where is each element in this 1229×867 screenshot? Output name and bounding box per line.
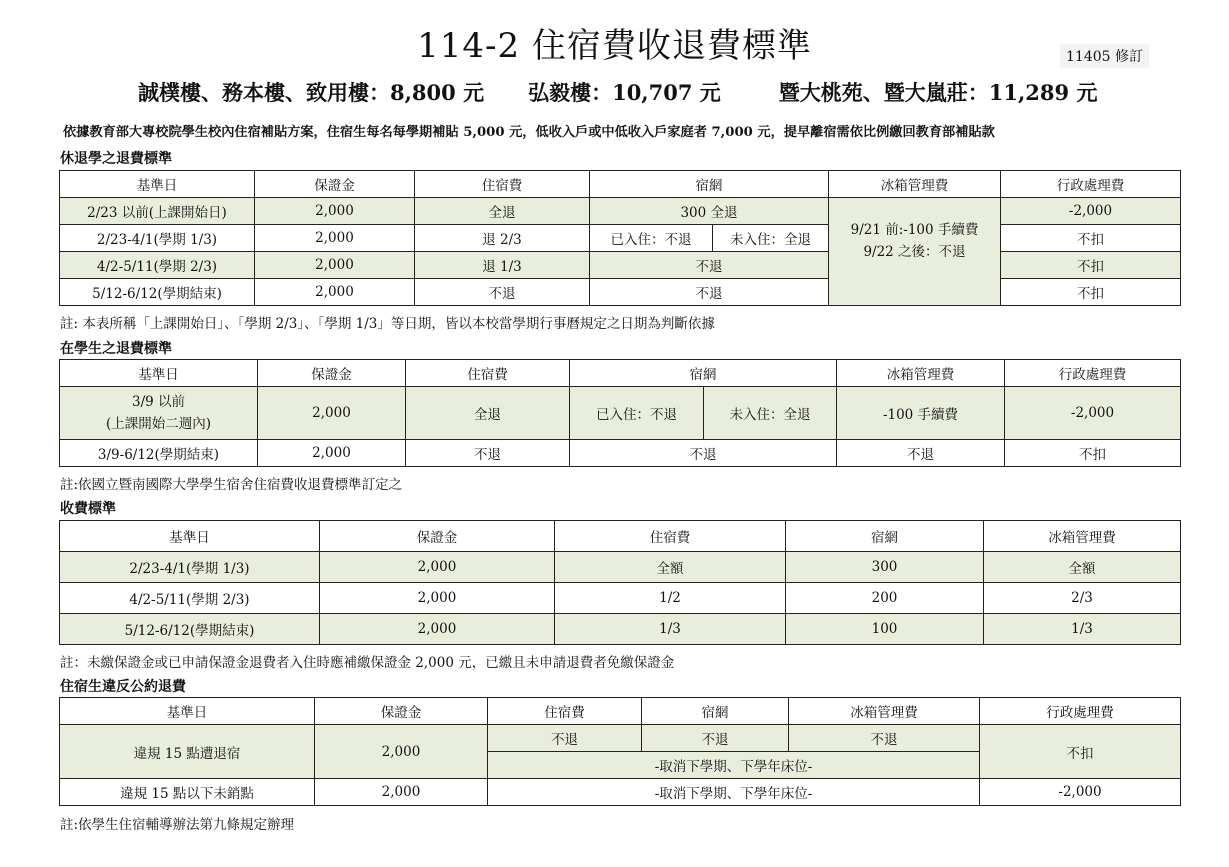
header-fridge: 冰箱管理費: [837, 360, 1005, 387]
table-row: [60, 583, 1181, 614]
fridge-rule-before: 9/21 前:-100 手續費: [850, 221, 979, 238]
header-admin: 行政處理費: [980, 698, 1181, 725]
table-row: [60, 779, 1181, 806]
table-row: [60, 614, 1181, 645]
header-network: 宿網: [642, 698, 789, 725]
violation-refund-table: [59, 697, 1181, 806]
header-network: 宿網: [786, 521, 984, 552]
subsidy-notice: 依據教育部大專校院學生校內住宿補貼方案，住宿生每名每學期補貼 5,000 元，低收入戶或中低收入戶家庭者 7,000 元，提早離宿需依比例繳回教育部補貼款: [63, 125, 995, 140]
header-date: 基準日: [60, 360, 258, 387]
cell-fee: 1/2: [555, 583, 786, 614]
cell-date: 4/2-5/11(學期 2/3): [60, 252, 255, 279]
cell-fridge-merged: [829, 198, 1001, 306]
table-row: [60, 198, 1181, 225]
cell-fridge: 1/3: [984, 614, 1181, 645]
cell-fee: 不退: [406, 440, 570, 467]
withdraw-refund-table: [59, 170, 1181, 306]
violation-note: 註:依學生住宿輔導辦法第九條規定辦理: [60, 817, 295, 833]
cell-network: 不退: [570, 440, 837, 467]
header-deposit: 保證金: [255, 171, 415, 198]
cell-date: 違規 15 點遭退宿: [60, 725, 315, 779]
price-line: [138, 77, 1097, 107]
table-row: [60, 225, 1181, 252]
cell-network: 100: [786, 614, 984, 645]
header-network: 宿網: [570, 360, 837, 387]
cell-admin: 不扣: [1001, 252, 1181, 279]
table-row: [60, 725, 1181, 752]
cell-network-not-checked-in: 未入住：全退: [704, 387, 837, 440]
cell-fridge: 全額: [984, 552, 1181, 583]
cell-network: 不退: [590, 279, 829, 306]
cell-fridge: 2/3: [984, 583, 1181, 614]
enrolled-note: 註:依國立暨南國際大學學生宿舍住宿費收退費標準訂定之: [60, 477, 403, 493]
header-deposit: 保證金: [315, 698, 488, 725]
cell-deposit: 2,000: [320, 583, 555, 614]
revision-label: 11405 修訂: [1060, 44, 1149, 68]
cell-date: 4/2-5/11(學期 2/3): [60, 583, 320, 614]
cell-fee: 全退: [406, 387, 570, 440]
cell-admin: 不扣: [1005, 440, 1181, 467]
cell-fee: 不退: [415, 279, 590, 306]
header-fee: 住宿費: [555, 521, 786, 552]
section-title-withdraw: 休退學之退費標準: [60, 151, 172, 167]
cell-admin: 不扣: [1001, 279, 1181, 306]
cell-fridge: 不退: [789, 725, 980, 752]
cell-deposit: 2,000: [258, 387, 406, 440]
header-fee: 住宿費: [415, 171, 590, 198]
cell-admin: -2,000: [1001, 198, 1181, 225]
cell-bed-cancel: -取消下學期、下學年床位-: [488, 752, 980, 779]
price-building-group-3: 暨大桃苑、暨大嵐莊：11,289 元: [778, 80, 1098, 105]
cell-fridge: 不退: [837, 440, 1005, 467]
header-deposit: 保證金: [320, 521, 555, 552]
price-building-group-1: 誠樸樓、務本樓、致用樓：8,800 元: [138, 80, 485, 105]
table-row: [60, 552, 1181, 583]
table-row: [60, 387, 1181, 440]
cell-date-line-1: 3/9 以前: [131, 394, 186, 410]
cell-deposit: 2,000: [255, 225, 415, 252]
cell-deposit: 2,000: [315, 725, 488, 779]
header-date: 基準日: [60, 698, 315, 725]
cell-fee: 不退: [488, 725, 642, 752]
header-fridge: 冰箱管理費: [984, 521, 1181, 552]
cell-fee: 1/3: [555, 614, 786, 645]
cell-network: 不退: [590, 252, 829, 279]
cell-admin: 不扣: [1001, 225, 1181, 252]
cell-deposit: 2,000: [315, 779, 488, 806]
header-date: 基準日: [60, 521, 320, 552]
header-network: 宿網: [590, 171, 829, 198]
cell-deposit: 2,000: [320, 614, 555, 645]
cell-fee: 全退: [415, 198, 590, 225]
cell-date: [60, 387, 258, 440]
header-fee: 住宿費: [488, 698, 642, 725]
cell-fee: 全額: [555, 552, 786, 583]
header-fridge: 冰箱管理費: [829, 171, 1001, 198]
cell-deposit: 2,000: [255, 252, 415, 279]
header-admin: 行政處理費: [1001, 171, 1181, 198]
charge-note: 註：未繳保證金或已申請保證金退費者入住時應補繳保證金 2,000 元，已繳且未申請退費者免繳保證金: [60, 655, 675, 671]
cell-fee: 退 2/3: [415, 225, 590, 252]
cell-date: 違規 15 點以下未銷點: [60, 779, 315, 806]
header-deposit: 保證金: [258, 360, 406, 387]
table-header-row: [60, 698, 1181, 725]
cell-fee: 退 1/3: [415, 252, 590, 279]
cell-network: 200: [786, 583, 984, 614]
cell-date: 5/12-6/12(學期結束): [60, 614, 320, 645]
cell-network: 300 全退: [590, 198, 829, 225]
cell-deposit: 2,000: [258, 440, 406, 467]
section-title-enrolled: 在學生之退費標準: [60, 341, 172, 357]
table-row: [60, 440, 1181, 467]
cell-bed-cancel: -取消下學期、下學年床位-: [488, 779, 980, 806]
cell-date-line-2: (上課開始二週內): [105, 416, 212, 432]
charge-standard-table: [59, 520, 1181, 645]
cell-date: 2/23-4/1(學期 1/3): [60, 225, 255, 252]
table-row: [60, 252, 1181, 279]
cell-deposit: 2,000: [255, 279, 415, 306]
cell-admin: -2,000: [1005, 387, 1181, 440]
cell-admin: -2,000: [980, 779, 1181, 806]
header-date: 基準日: [60, 171, 255, 198]
cell-network-checked-in: 已入住：不退: [590, 225, 713, 252]
cell-deposit: 2,000: [255, 198, 415, 225]
table-header-row: [60, 521, 1181, 552]
enrolled-refund-table: [59, 359, 1181, 467]
section-title-violation: 住宿生違反公約退費: [60, 679, 186, 695]
cell-date: 2/23-4/1(學期 1/3): [60, 552, 320, 583]
cell-network-checked-in: 已入住：不退: [570, 387, 704, 440]
cell-date: 5/12-6/12(學期結束): [60, 279, 255, 306]
price-building-group-2: 弘毅樓：10,707 元: [528, 80, 721, 105]
table-row: [60, 279, 1181, 306]
table-header-row: [60, 171, 1181, 198]
cell-network: 300: [786, 552, 984, 583]
cell-fridge: -100 手續費: [837, 387, 1005, 440]
cell-date: 3/9-6/12(學期結束): [60, 440, 258, 467]
table-header-row: [60, 360, 1181, 387]
cell-admin: 不扣: [980, 725, 1181, 779]
section-title-charge: 收費標準: [60, 501, 116, 517]
cell-deposit: 2,000: [320, 552, 555, 583]
header-admin: 行政處理費: [1005, 360, 1181, 387]
cell-network-not-checked-in: 未入住：全退: [713, 225, 829, 252]
header-fee: 住宿費: [406, 360, 570, 387]
page-title: 114-2 住宿費收退費標準: [417, 26, 812, 66]
fridge-rule-after: 9/22 之後：不退: [863, 243, 966, 260]
cell-network: 不退: [642, 725, 789, 752]
withdraw-note: 註: 本表所稱「上課開始日」、「學期 2/3」、「學期 1/3」等日期，皆以本校當學期行事曆規定之日期為判斷依據: [60, 316, 715, 332]
cell-date: 2/23 以前(上課開始日): [60, 198, 255, 225]
header-fridge: 冰箱管理費: [789, 698, 980, 725]
